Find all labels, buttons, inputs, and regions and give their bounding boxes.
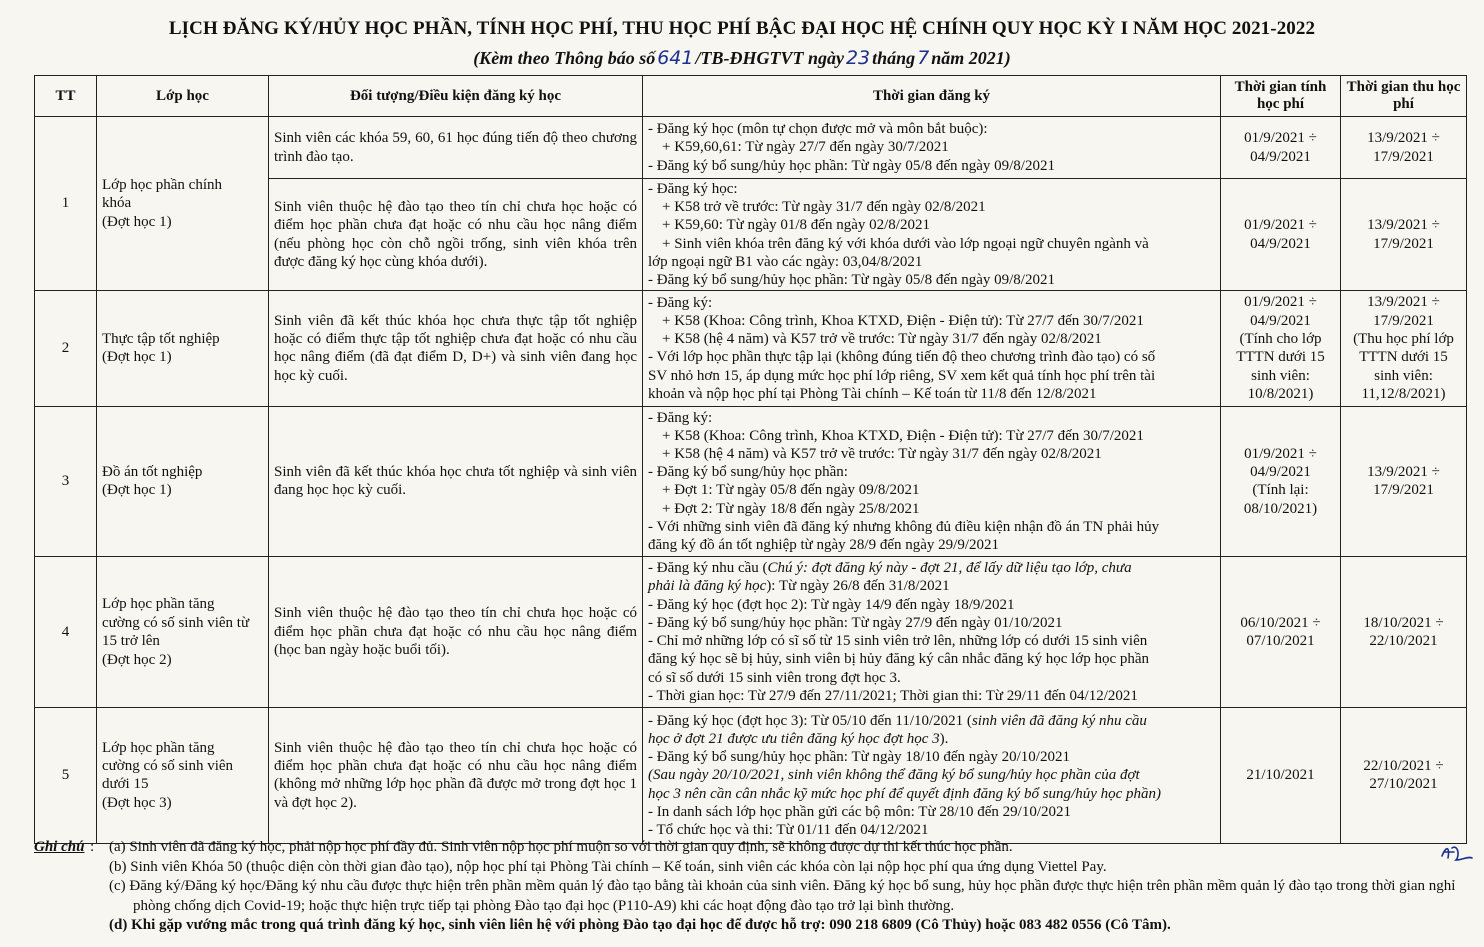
table-row	[35, 557, 1467, 708]
fee-calc-time-cell: 06/10/2021 ÷ 07/10/2021	[1221, 557, 1341, 708]
note-a: (a) Sinh viên đã đăng ký học, phải nộp học phí đầy đủ. Sinh viên nộp học phí muộn so với thời gian quy định, sẽ không được dự thi kết thúc học phần.	[109, 839, 1013, 855]
fee-collect-time-cell: 13/9/2021 ÷ 17/9/2021	[1341, 117, 1467, 179]
table-row	[35, 406, 1467, 557]
row-number: 4	[35, 557, 97, 708]
fee-collect-time-cell: 13/9/2021 ÷ 17/9/2021	[1341, 406, 1467, 557]
col-header-tt: TT	[35, 76, 97, 117]
eligibility-cell: Sinh viên thuộc hệ đào tạo theo tín chỉ chưa học hoặc có điểm học phần chưa đạt hoặc có nhu cầu học nâng điểm (học ban ngày hoặc buổi tối).	[269, 557, 643, 708]
schedule-table	[34, 75, 1467, 844]
subtitle-part-d: năm 2021)	[931, 48, 1011, 68]
handwritten-day: 23	[845, 47, 871, 69]
note-c: (c) Đăng ký/Đăng ký học/Đăng ký nhu cầu được thực hiện trên phần mềm quản lý đào tạo bằng tài khoản của sinh viên. Đăng ký học bổ sung, hủy học phần được thực hiện trên phần mềm quản lý đào tạo trong thời gian nghỉ phòng chống dịch Covid-19; hoặc thực hiện trực tiếp tại phòng Đào tạo đại học (P110-A9) khi các hoạt động đào tạo trở lại bình thường.	[109, 878, 1456, 914]
eligibility-cell: Sinh viên đã kết thúc khóa học chưa thực tập tốt nghiệp hoặc có điểm thực tập tốt nghiệp chưa đạt hoặc có nhu cầu học nâng điểm (đã đạt điểm D, D+) và sinh viên đang học học kỳ cuối.	[269, 291, 643, 406]
class-type-cell: Đồ án tốt nghiệp (Đợt học 1)	[97, 406, 269, 557]
table-header-row	[35, 76, 1467, 117]
col-header-thu-hoc-phi: Thời gian thu học phí	[1341, 76, 1467, 117]
col-header-thoi-gian-dang-ky: Thời gian đăng ký	[643, 76, 1221, 117]
row-number: 5	[35, 707, 97, 843]
class-type-cell: Lớp học phần tăng cường có số sinh viên từ 15 trở lên (Đợt học 2)	[97, 557, 269, 708]
eligibility-cell: Sinh viên thuộc hệ đào tạo theo tín chỉ chưa học hoặc có điểm học phần chưa đạt hoặc có nhu cầu học nâng điểm (không mở những lớp học phần đã được mở trong đợt học 1 và đợt học 2).	[269, 707, 643, 843]
registration-time-cell: - Đăng ký: + K58 (Khoa: Công trình, Khoa KTXD, Điện - Điện tử): Từ 27/7 đến 30/7/2021 + K58 (hệ 4 năm) và K57 trở về trước: Từ ngày 31/7 đến ngày 02/8/2021 - Với lớp học phần thực tập lại (không đúng tiến độ theo chương trình đào tạo) có số SV nhỏ hơn 15, áp dụng mức học phí lớp riêng, SV xem kết quả tính học phí trên tài khoản và nộp học phí tại Phòng Tài chính – Kế toán từ 11/8 đến 12/8/2021	[643, 291, 1221, 406]
note-d: (d) Khi gặp vướng mắc trong quá trình đăng ký học, sinh viên liên hệ với phòng Đào tạo đại học để được hỗ trợ: 090 218 6809 (Cô Thủy) hoặc 083 482 0556 (Cô Tâm).	[109, 917, 1171, 933]
fee-calc-time-cell: 21/10/2021	[1221, 707, 1341, 843]
class-type-cell: Thực tập tốt nghiệp (Đợt học 1)	[97, 291, 269, 406]
fee-collect-time-cell: 13/9/2021 ÷ 17/9/2021	[1341, 179, 1467, 291]
registration-time-cell: - Đăng ký học (đợt học 3): Từ 05/10 đến 11/10/2021 (sinh viên đã đăng ký nhu cầu học ở đợt 21 được ưu tiên đăng ký học đợt học 3). - Đăng ký bổ sung/hủy học phần: Từ ngày 18/10 đến ngày 20/10/2021 (Sau ngày 20/10/2021, sinh viên không thể đăng ký bổ sung/hủy học phần của đợt học 3 nên cần cân nhắc kỹ mức học phí để quyết định đăng ký bổ sung/hủy học phần) - In danh sách lớp học phần gửi các bộ môn: Từ 28/10 đến 29/10/2021 - Tổ chức học và thi: Từ 01/11 đến 04/12/2021	[643, 707, 1221, 843]
row-number: 2	[35, 291, 97, 406]
row-number: 3	[35, 406, 97, 557]
registration-time-cell: - Đăng ký: + K58 (Khoa: Công trình, Khoa KTXD, Điện - Điện tử): Từ 27/7 đến 30/7/2021 + K58 (hệ 4 năm) và K57 trở về trước: Từ ngày 31/7 đến ngày 02/8/2021 - Đăng ký bổ sung/hủy học phần: + Đợt 1: Từ ngày 05/8 đến ngày 09/8/2021 + Đợt 2: Từ ngày 18/8 đến ngày 25/8/2021 - Với những sinh viên đã đăng ký nhưng không đủ điều kiện nhận đồ án TN phải hủy đăng ký đồ án tốt nghiệp từ ngày 28/9 đến ngày 29/9/2021	[643, 406, 1221, 557]
document-subtitle	[0, 47, 1484, 69]
eligibility-cell: Sinh viên các khóa 59, 60, 61 học đúng tiến độ theo chương trình đào tạo.	[269, 117, 643, 179]
registration-time-cell: - Đăng ký nhu cầu (Chú ý: đợt đăng ký này - đợt 21, để lấy dữ liệu tạo lớp, chưa phải là đăng ký học): Từ ngày 26/8 đến 31/8/2021 - Đăng ký học (đợt học 2): Từ ngày 14/9 đến ngày 18/9/2021 - Đăng ký bổ sung/hủy học phần: Từ ngày 27/9 đến ngày 01/10/2021 - Chỉ mở những lớp có sĩ số từ 15 sinh viên trở lên, những lớp có dưới 15 sinh viên đăng ký học sẽ bị hủy, sinh viên bị hủy đăng ký cân nhắc đăng ký học lớp học phần có sĩ số dưới 15 sinh viên trong đợt học 3. - Thời gian học: Từ 27/9 đến 27/11/2021; Thời gian thi: Từ 29/11 đến 04/12/2021	[643, 557, 1221, 708]
table-row	[35, 707, 1467, 843]
class-type-cell: Lớp học phần tăng cường có số sinh viên dưới 15 (Đợt học 3)	[97, 707, 269, 843]
col-header-lop-hoc: Lớp học	[97, 76, 269, 117]
fee-calc-time-cell: 01/9/2021 ÷ 04/9/2021	[1221, 117, 1341, 179]
subtitle-part-b: /TB-ĐHGTVT ngày	[695, 48, 844, 68]
handwritten-number: 641	[657, 47, 694, 69]
handwritten-month: 7	[917, 47, 930, 69]
subtitle-part-a: (Kèm theo Thông báo số	[473, 48, 656, 68]
initials-signature	[1436, 842, 1476, 866]
fee-calc-time-cell: 01/9/2021 ÷ 04/9/2021 (Tính lại: 08/10/2021)	[1221, 406, 1341, 557]
eligibility-cell: Sinh viên đã kết thúc khóa học chưa tốt nghiệp và sinh viên đang học học kỳ cuối.	[269, 406, 643, 557]
fee-collect-time-cell: 18/10/2021 ÷ 22/10/2021	[1341, 557, 1467, 708]
col-header-tinh-hoc-phi: Thời gian tính học phí	[1221, 76, 1341, 117]
fee-calc-time-cell: 01/9/2021 ÷ 04/9/2021 (Tính cho lớp TTTN dưới 15 sinh viên: 10/8/2021)	[1221, 291, 1341, 406]
fee-calc-time-cell: 01/9/2021 ÷ 04/9/2021	[1221, 179, 1341, 291]
fee-collect-time-cell: 22/10/2021 ÷ 27/10/2021	[1341, 707, 1467, 843]
row-number: 1	[35, 117, 97, 291]
class-type-cell: Lớp học phần chính khóa (Đợt học 1)	[97, 117, 269, 291]
document-title: LỊCH ĐĂNG KÝ/HỦY HỌC PHẦN, TÍNH HỌC PHÍ, THU HỌC PHÍ BẬC ĐẠI HỌC HỆ CHÍNH QUY HỌC KỲ I NĂM HỌC 2021-2022	[168, 18, 1316, 39]
eligibility-cell: Sinh viên thuộc hệ đào tạo theo tín chỉ chưa học hoặc có điểm học phần chưa đạt hoặc có nhu cầu học nâng điểm (nếu phòng học còn chỗ ngồi trống, sinh viên khóa trên được đăng ký học cùng khóa dưới).	[269, 179, 643, 291]
table-row	[35, 291, 1467, 406]
note-b: (b) Sinh viên Khóa 50 (thuộc diện còn thời gian đào tạo), nộp học phí tại Phòng Tài chính – Kế toán, sinh viên các khóa còn lại nộp học phí qua ứng dụng Viettel Pay.	[109, 858, 1107, 875]
registration-time-cell: - Đăng ký học (môn tự chọn được mở và môn bắt buộc): + K59,60,61: Từ ngày 27/7 đến ngày 30/7/2021 - Đăng ký bổ sung/hủy học phần: Từ ngày 05/8 đến ngày 09/8/2021	[643, 117, 1221, 179]
table-row	[35, 117, 1467, 179]
notes-label: Ghi chú	[34, 839, 85, 855]
subtitle-part-c: tháng	[872, 48, 916, 68]
registration-time-cell: - Đăng ký học: + K58 trở về trước: Từ ngày 31/7 đến ngày 02/8/2021 + K59,60: Từ ngày 01/8 đến ngày 02/8/2021 + Sinh viên khóa trên đăng ký với khóa dưới vào lớp ngoại ngữ chuyên ngành và lớp ngoại ngữ B1 vào các ngày: 03,04/8/2021 - Đăng ký bổ sung/hủy học phần: Từ ngày 05/8 đến ngày 09/8/2021	[643, 179, 1221, 291]
notes-colon: :	[90, 839, 95, 855]
fee-collect-time-cell: 13/9/2021 ÷ 17/9/2021 (Thu học phí lớp TTTN dưới 15 sinh viên: 11,12/8/2021)	[1341, 291, 1467, 406]
col-header-doi-tuong: Đối tượng/Điều kiện đăng ký học	[269, 76, 643, 117]
